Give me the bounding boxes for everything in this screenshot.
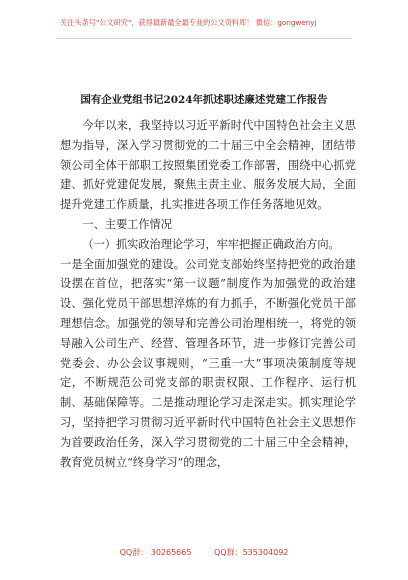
footer-qq-group-1: QQ群： 30265665 bbox=[119, 548, 192, 557]
footer-contact bbox=[0, 546, 408, 560]
header-banner: 关注头条号"公文研究"，获得最新最全最专业的公文资料库！ 微信：gongwenyj bbox=[60, 18, 317, 27]
document-title: 国有企业党组书记2024年抓述职述廉述党建工作报告 bbox=[80, 94, 328, 106]
intro-paragraph: 今年以来，我坚持以习近平新时代中国特色社会主义思想为指导，深入学习贯彻党的二十届三中全会精神，团结带领公司全体干部职工按照集团党委工作部署，围绕中心抓党建、抓好党建促发展，聚焦主责主业、服务发展大局，全面提升党建工作质量，扎实推进各项工作任务落地见效。 bbox=[60, 119, 356, 212]
footer-qq-group-2: QQ群：535304092 bbox=[214, 548, 289, 557]
subsection-heading: （一）抓实政治理论学习，牢牢把握正确政治方向。 bbox=[82, 237, 340, 251]
section-heading: 一、主要工作情况 bbox=[82, 217, 172, 231]
header-divider bbox=[56, 38, 352, 39]
document-body bbox=[60, 116, 356, 472]
subsection-body: 一是全面加强党的建设。公司党支部始终坚持把党的政治建设摆在首位，把落实“第一议题”制度作为加强党的政治建设、强化党员干部思想淬炼的有力抓手，不断强化党员干部理想信念。加强党的领导和完善公司治理相统一，将党的领导融入公司生产、经营、管理各环节，进一步修订完善公司党委会、办公会议事规则，“三重一大”事项决策制度等规定，不断规范公司党支部的职责权限、工作程序、运行机制、基础保障等。二是推动理论学习走深走实。抓实理论学习，坚持把学习贯彻习近平新时代中国特色社会主义思想作为首要政治任务，深入学习贯彻党的二十届三中全会精神，教育党员树立“终身学习”的理念， bbox=[60, 257, 356, 469]
